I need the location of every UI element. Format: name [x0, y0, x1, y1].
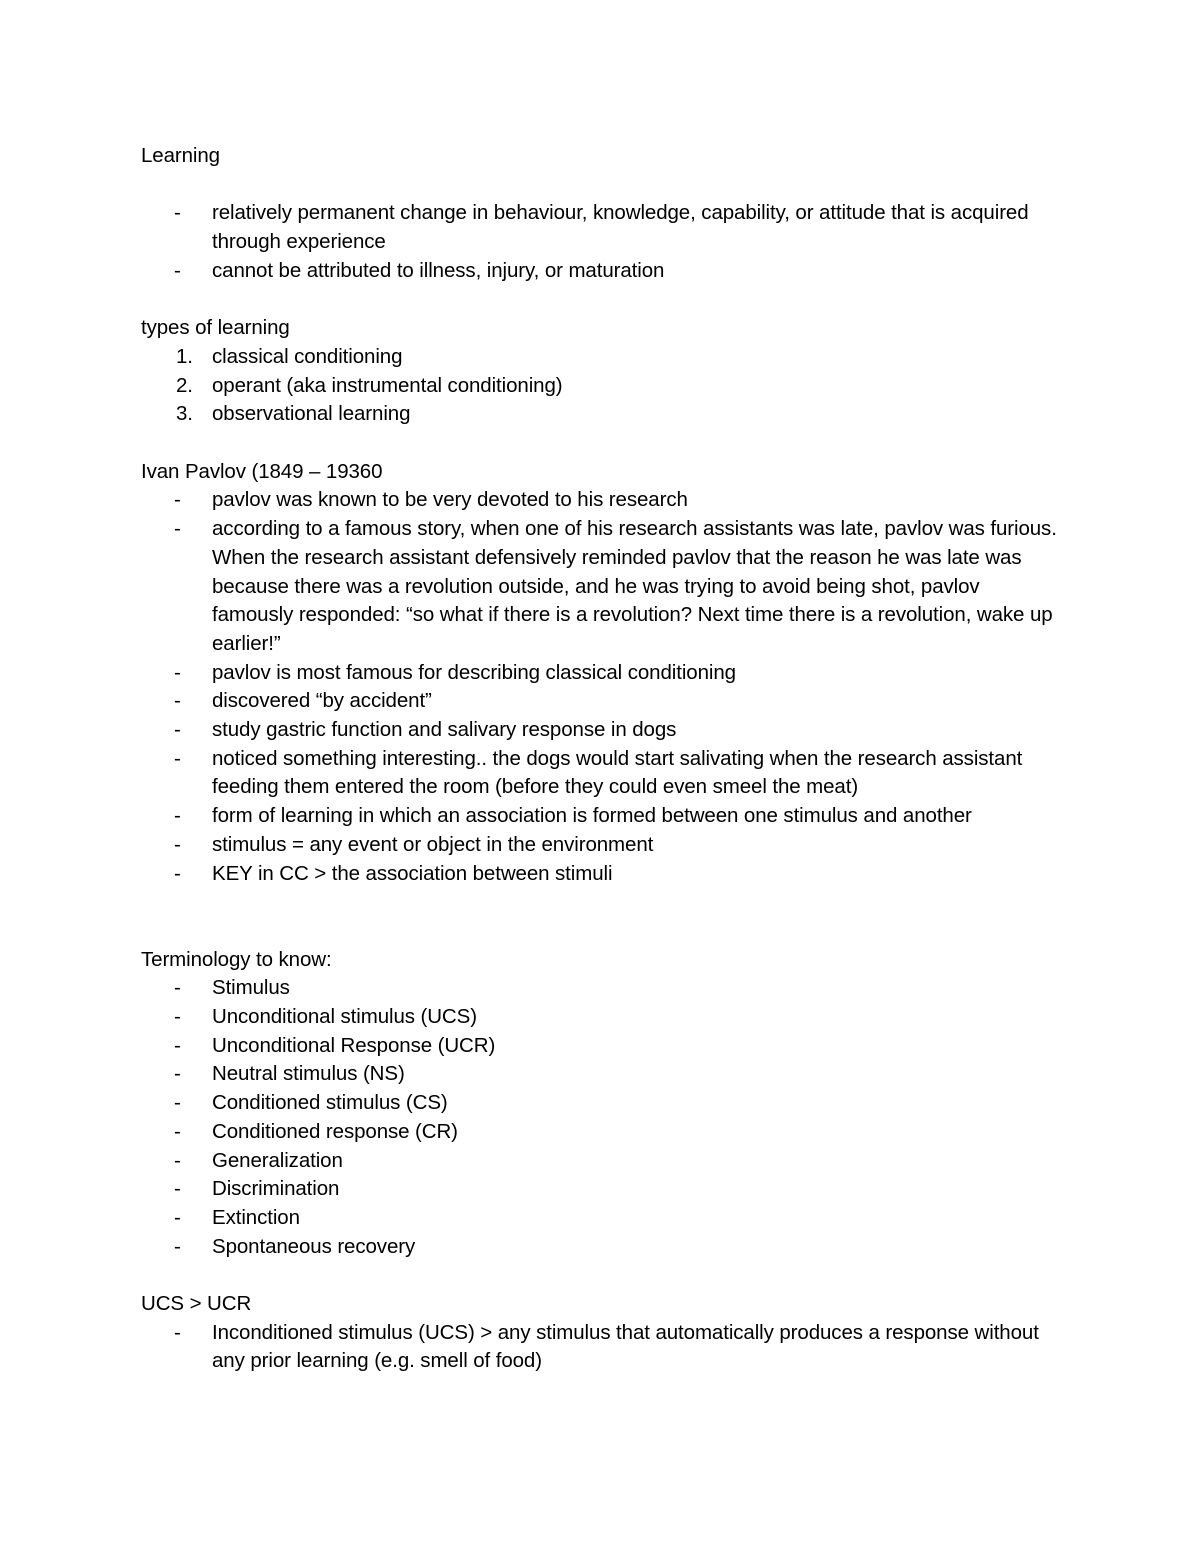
list-item-text: Neutral stimulus (NS) — [212, 1062, 405, 1086]
list-item-text: noticed something interesting.. the dogs would start salivating when the research assistant feeding them entered the room (before they could even smeel the meat) — [212, 746, 1023, 799]
list-item — [141, 1233, 1061, 1262]
terminology-list — [141, 974, 1061, 1261]
number-marker: 3. — [176, 402, 193, 426]
list-item — [141, 199, 1061, 256]
bullet-marker: - — [174, 1177, 181, 1201]
bullet-marker: - — [174, 746, 181, 770]
list-item-text: Unconditional Response (UCR) — [212, 1033, 496, 1057]
bullet-marker: - — [174, 660, 181, 684]
list-item — [141, 1175, 1061, 1204]
list-item-text: Unconditional stimulus (UCS) — [212, 1005, 477, 1029]
bullet-marker: - — [174, 1062, 181, 1086]
section-heading-types: types of learning — [141, 316, 290, 340]
list-item-text: operant (aka instrumental conditioning) — [212, 373, 563, 397]
list-item-text: form of learning in which an association is formed between one stimulus and another — [212, 804, 972, 828]
bullet-marker: - — [174, 976, 181, 1000]
list-item-text: Discrimination — [212, 1177, 340, 1201]
section-heading-ucs: UCS > UCR — [141, 1292, 252, 1316]
spacer — [141, 429, 1061, 458]
list-item — [141, 515, 1061, 659]
section-ucs-ucr — [141, 1290, 1061, 1376]
section-terminology — [141, 946, 1061, 1262]
bullet-marker: - — [174, 832, 181, 856]
number-marker: 1. — [176, 344, 193, 368]
list-item-text: observational learning — [212, 402, 411, 426]
section-learning — [141, 142, 1061, 286]
spacer — [141, 1261, 1061, 1290]
spacer — [141, 286, 1061, 315]
list-item-text: according to a famous story, when one of his research assistants was late, pavlov was furious. When the research assistant defensively reminded pavlov that the reason he was late was because there was a revolution outside, and he was trying to avoid being shot, pavlov famously responded: “so what if there is a revolution? Next time there is a revolution, wake up earlier!” — [212, 517, 1057, 655]
section-heading-learning: Learning — [141, 144, 220, 167]
list-item — [141, 1032, 1061, 1061]
bullet-marker: - — [174, 1005, 181, 1029]
list-item-text: KEY in CC > the association between stimuli — [212, 861, 613, 885]
list-item — [141, 1204, 1061, 1233]
bullet-marker: - — [174, 1320, 181, 1344]
document-body — [141, 142, 1061, 1376]
list-item-text: stimulus = any event or object in the environment — [212, 832, 654, 856]
list-item-text: classical conditioning — [212, 344, 403, 368]
bullet-marker: - — [174, 804, 181, 828]
list-item — [141, 343, 1061, 372]
bullet-marker: - — [174, 1033, 181, 1057]
bullet-marker: - — [174, 1091, 181, 1115]
list-item — [141, 860, 1061, 889]
bullet-marker: - — [174, 488, 181, 512]
list-item-text: Conditioned stimulus (CS) — [212, 1091, 448, 1115]
bullet-marker: - — [174, 1234, 181, 1258]
bullet-marker: - — [174, 201, 181, 225]
bullet-marker: - — [174, 1119, 181, 1143]
list-item-text: Conditioned response (CR) — [212, 1119, 458, 1143]
spacer — [141, 171, 1061, 200]
list-item — [141, 486, 1061, 515]
bullet-marker: - — [174, 861, 181, 885]
list-item — [141, 1118, 1061, 1147]
list-item-text: Inconditioned stimulus (UCS) > any stimulus that automatically produces a response without any prior learning (e.g. smell of food) — [212, 1320, 1039, 1373]
list-item-text: Spontaneous recovery — [212, 1234, 416, 1258]
bullet-marker: - — [174, 1205, 181, 1229]
number-marker: 2. — [176, 373, 193, 397]
learning-list — [141, 199, 1061, 285]
types-list — [141, 343, 1061, 429]
list-item — [141, 745, 1061, 802]
bullet-marker: - — [174, 689, 181, 713]
list-item — [141, 974, 1061, 1003]
list-item-text: relatively permanent change in behaviour, knowledge, capability, or attitude that is acquired through experience — [212, 201, 1029, 254]
ucs-list — [141, 1319, 1061, 1376]
list-item-text: Stimulus — [212, 976, 290, 1000]
list-item — [141, 716, 1061, 745]
list-item-text: Generalization — [212, 1148, 343, 1172]
list-item — [141, 400, 1061, 429]
bullet-marker: - — [174, 258, 181, 282]
list-item-text: cannot be attributed to illness, injury, or maturation — [212, 258, 665, 282]
list-item — [141, 372, 1061, 401]
pavlov-list — [141, 486, 1061, 888]
list-item-text: discovered “by accident” — [212, 689, 432, 713]
section-types-of-learning — [141, 314, 1061, 429]
section-heading-terminology: Terminology to know: — [141, 947, 332, 971]
list-item-text: pavlov is most famous for describing classical conditioning — [212, 660, 736, 684]
list-item — [141, 1089, 1061, 1118]
list-item — [141, 659, 1061, 688]
list-item-text: study gastric function and salivary response in dogs — [212, 718, 677, 742]
list-item — [141, 1147, 1061, 1176]
bullet-marker: - — [174, 718, 181, 742]
bullet-marker: - — [174, 517, 181, 541]
list-item — [141, 1003, 1061, 1032]
list-item — [141, 1319, 1061, 1376]
bullet-marker: - — [174, 1148, 181, 1172]
list-item — [141, 1060, 1061, 1089]
list-item-text: Extinction — [212, 1205, 300, 1229]
list-item — [141, 687, 1061, 716]
spacer — [141, 888, 1061, 945]
list-item — [141, 257, 1061, 286]
list-item-text: pavlov was known to be very devoted to his research — [212, 488, 688, 512]
list-item — [141, 802, 1061, 831]
list-item — [141, 831, 1061, 860]
section-heading-pavlov: Ivan Pavlov (1849 – 19360 — [141, 459, 383, 483]
section-pavlov — [141, 458, 1061, 889]
